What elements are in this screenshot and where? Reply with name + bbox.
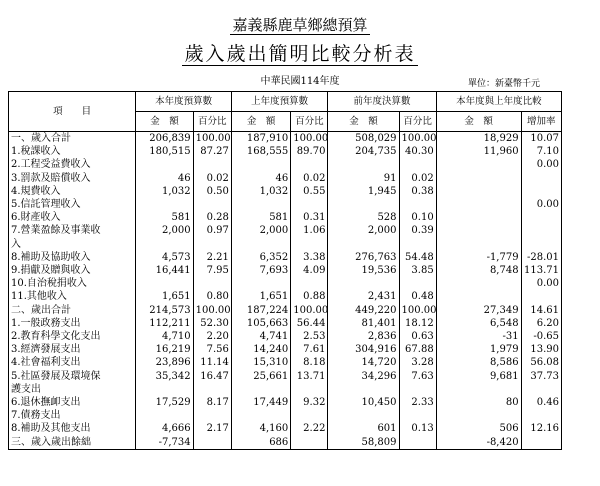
table-row: [9, 238, 562, 251]
cell-f-amt: 2,000: [328, 224, 399, 237]
cell-f-pct: 0.13: [399, 422, 436, 435]
cell-d-amt: 18,929: [436, 132, 521, 146]
cell-c-amt: 46: [136, 172, 193, 185]
cell-d-amt: 8,586: [436, 356, 521, 369]
cell-d-pct: 12.16: [521, 422, 561, 435]
cell-f-pct: 18.12: [399, 317, 436, 330]
cell-f-pct: 2.33: [399, 396, 436, 409]
cell-d-pct: [521, 172, 561, 185]
row-label: 護支出: [9, 383, 136, 396]
header-item: 項 目: [9, 92, 136, 132]
cell-d-pct: 10.07: [521, 132, 561, 146]
header-previous-budget: 上年度預算數: [231, 92, 328, 112]
cell-p-amt: 14,240: [231, 343, 290, 356]
table-row: [9, 132, 562, 146]
cell-p-pct: [291, 158, 328, 171]
cell-c-amt: [136, 238, 193, 251]
cell-p-pct: [291, 436, 328, 450]
cell-c-amt: 4,666: [136, 422, 193, 435]
row-label: 7.營業盈餘及事業收: [9, 224, 136, 237]
cell-f-pct: 0.10: [399, 211, 436, 224]
cell-p-amt: [231, 158, 290, 171]
cell-p-amt: 1,032: [231, 185, 290, 198]
cell-f-amt: 1,945: [328, 185, 399, 198]
cell-d-pct: 0.46: [521, 396, 561, 409]
header-previous-amount: 金 額: [231, 112, 290, 132]
comparison-table: [8, 91, 562, 450]
header-current-budget: 本年度預算數: [136, 92, 232, 112]
cell-f-pct: 100.00: [399, 304, 436, 317]
table-row: [9, 185, 562, 198]
cell-f-pct: 0.63: [399, 330, 436, 343]
cell-f-amt: 10,450: [328, 396, 399, 409]
cell-p-amt: 25,661: [231, 370, 290, 383]
cell-f-amt: 304,916: [328, 343, 399, 356]
cell-c-pct: 0.50: [193, 185, 231, 198]
cell-p-pct: [291, 198, 328, 211]
table-row: [9, 330, 562, 343]
cell-c-amt: 180,515: [136, 145, 193, 158]
cell-f-amt: 91: [328, 172, 399, 185]
cell-f-pct: 40.30: [399, 145, 436, 158]
cell-d-amt: [436, 383, 521, 396]
cell-f-amt: 19,536: [328, 264, 399, 277]
cell-p-amt: 15,310: [231, 356, 290, 369]
table-row: [9, 158, 562, 171]
table-row: [9, 396, 562, 409]
cell-c-pct: 0.28: [193, 211, 231, 224]
cell-f-pct: 0.48: [399, 290, 436, 303]
cell-p-pct: 1.06: [291, 224, 328, 237]
cell-p-pct: [291, 383, 328, 396]
cell-c-amt: 214,573: [136, 304, 193, 317]
table-title: 歲入歲出簡明比較分析表: [184, 43, 416, 65]
cell-p-amt: 17,449: [231, 396, 290, 409]
cell-c-amt: 2,000: [136, 224, 193, 237]
cell-c-pct: 16.47: [193, 370, 231, 383]
cell-p-amt: 2,000: [231, 224, 290, 237]
cell-p-pct: 9.32: [291, 396, 328, 409]
table-row: [9, 172, 562, 185]
cell-f-pct: 0.39: [399, 224, 436, 237]
cell-c-pct: 100.00: [193, 132, 231, 146]
cell-p-pct: 100.00: [291, 132, 328, 146]
cell-d-pct: [521, 409, 561, 422]
header-current-amount: 金 額: [136, 112, 193, 132]
cell-p-amt: [231, 383, 290, 396]
table-row: [9, 145, 562, 158]
row-label: 3.罰款及賠償收入: [9, 172, 136, 185]
cell-p-amt: [231, 238, 290, 251]
cell-c-pct: 0.97: [193, 224, 231, 237]
cell-p-pct: 13.71: [291, 370, 328, 383]
cell-p-pct: 56.44: [291, 317, 328, 330]
cell-c-amt: 206,839: [136, 132, 193, 146]
cell-d-pct: 37.73: [521, 370, 561, 383]
cell-p-pct: 4.09: [291, 264, 328, 277]
cell-d-pct: -28.01: [521, 251, 561, 264]
cell-f-amt: 14,720: [328, 356, 399, 369]
cell-d-pct: [521, 290, 561, 303]
cell-f-amt: 601: [328, 422, 399, 435]
cell-c-amt: [136, 383, 193, 396]
cell-p-amt: 6,352: [231, 251, 290, 264]
row-label: 5.信託管理收入: [9, 198, 136, 211]
cell-f-amt: [328, 158, 399, 171]
cell-f-pct: [399, 277, 436, 290]
cell-d-amt: -8,420: [436, 436, 521, 450]
cell-c-amt: 112,211: [136, 317, 193, 330]
row-label: 8.補助及其他支出: [9, 422, 136, 435]
cell-c-pct: 100.00: [193, 304, 231, 317]
cell-f-amt: 508,029: [328, 132, 399, 146]
cell-c-amt: 4,573: [136, 251, 193, 264]
row-label: 8.補助及協助收入: [9, 251, 136, 264]
row-label: 4.社會福利支出: [9, 356, 136, 369]
cell-c-amt: 23,896: [136, 356, 193, 369]
cell-c-pct: 7.56: [193, 343, 231, 356]
cell-d-amt: [436, 158, 521, 171]
cell-d-amt: [436, 224, 521, 237]
row-label: 3.經濟發展支出: [9, 343, 136, 356]
table-row: [9, 211, 562, 224]
cell-d-amt: [436, 172, 521, 185]
cell-d-amt: -31: [436, 330, 521, 343]
cell-c-amt: -7,734: [136, 436, 193, 450]
row-label: 1.一般政務支出: [9, 317, 136, 330]
cell-f-amt: 34,296: [328, 370, 399, 383]
cell-c-pct: 8.17: [193, 396, 231, 409]
cell-d-amt: [436, 277, 521, 290]
table-row: [9, 198, 562, 211]
cell-f-amt: [328, 198, 399, 211]
cell-p-amt: 7,693: [231, 264, 290, 277]
table-row: [9, 356, 562, 369]
cell-p-amt: 187,910: [231, 132, 290, 146]
cell-f-pct: 0.38: [399, 185, 436, 198]
fiscal-year: 中華民國114年度: [260, 76, 340, 87]
cell-d-amt: 1,979: [436, 343, 521, 356]
cell-f-amt: 449,220: [328, 304, 399, 317]
row-label: 11.其他收入: [9, 290, 136, 303]
cell-p-pct: 0.55: [291, 185, 328, 198]
cell-d-pct: [521, 224, 561, 237]
cell-f-pct: [399, 198, 436, 211]
cell-f-amt: 276,763: [328, 251, 399, 264]
cell-d-amt: [436, 409, 521, 422]
header-previous-percent: 百分比: [291, 112, 328, 132]
cell-c-amt: [136, 277, 193, 290]
table-row: [9, 251, 562, 264]
cell-d-amt: 80: [436, 396, 521, 409]
table-row: [9, 436, 562, 450]
cell-c-amt: 1,032: [136, 185, 193, 198]
cell-f-amt: [328, 409, 399, 422]
cell-p-amt: [231, 409, 290, 422]
cell-d-amt: [436, 198, 521, 211]
header-compare-amount: 金 額: [436, 112, 521, 132]
cell-c-pct: 7.95: [193, 264, 231, 277]
cell-c-amt: 16,219: [136, 343, 193, 356]
table-row: [9, 343, 562, 356]
cell-f-pct: [399, 238, 436, 251]
cell-c-amt: 581: [136, 211, 193, 224]
cell-c-pct: 2.21: [193, 251, 231, 264]
header-final-accounts: 前年度決算數: [328, 92, 436, 112]
cell-d-amt: [436, 211, 521, 224]
cell-d-amt: 11,960: [436, 145, 521, 158]
row-label: 2.工程受益費收入: [9, 158, 136, 171]
cell-d-pct: [521, 436, 561, 450]
cell-c-pct: 11.14: [193, 356, 231, 369]
cell-c-pct: 52.30: [193, 317, 231, 330]
cell-p-amt: 581: [231, 211, 290, 224]
cell-c-pct: 0.02: [193, 172, 231, 185]
table-row: [9, 224, 562, 237]
cell-d-pct: 0.00: [521, 198, 561, 211]
cell-c-amt: 4,710: [136, 330, 193, 343]
cell-f-amt: 81,401: [328, 317, 399, 330]
cell-d-pct: 0.00: [521, 277, 561, 290]
row-label: 5.社區發展及環境保: [9, 370, 136, 383]
cell-p-amt: 187,224: [231, 304, 290, 317]
cell-p-amt: 105,663: [231, 317, 290, 330]
table-row: [9, 290, 562, 303]
cell-p-amt: 4,160: [231, 422, 290, 435]
cell-d-amt: 6,548: [436, 317, 521, 330]
cell-f-amt: 58,809: [328, 436, 399, 450]
cell-c-pct: [193, 198, 231, 211]
cell-p-amt: [231, 198, 290, 211]
cell-p-pct: [291, 409, 328, 422]
cell-p-pct: 0.88: [291, 290, 328, 303]
cell-f-amt: 528: [328, 211, 399, 224]
cell-p-amt: 46: [231, 172, 290, 185]
cell-d-amt: 9,681: [436, 370, 521, 383]
cell-d-pct: -0.65: [521, 330, 561, 343]
cell-p-pct: 89.70: [291, 145, 328, 158]
cell-c-amt: 17,529: [136, 396, 193, 409]
row-label: 一、歲入合計: [9, 132, 136, 146]
cell-f-amt: [328, 383, 399, 396]
cell-c-amt: [136, 409, 193, 422]
table-row: [9, 317, 562, 330]
cell-p-pct: 8.18: [291, 356, 328, 369]
cell-c-pct: 2.20: [193, 330, 231, 343]
cell-d-amt: [436, 290, 521, 303]
cell-c-pct: [193, 436, 231, 450]
cell-c-pct: [193, 409, 231, 422]
cell-p-pct: [291, 238, 328, 251]
cell-d-pct: 6.20: [521, 317, 561, 330]
cell-d-amt: 27,349: [436, 304, 521, 317]
cell-c-pct: 2.17: [193, 422, 231, 435]
unit-label: 單位：新臺幣千元: [467, 79, 540, 89]
table-row: [9, 370, 562, 383]
row-label: 入: [9, 238, 136, 251]
cell-p-pct: 0.02: [291, 172, 328, 185]
cell-f-amt: [328, 277, 399, 290]
cell-d-pct: [521, 238, 561, 251]
cell-d-amt: [436, 238, 521, 251]
cell-p-pct: 100.00: [291, 304, 328, 317]
cell-f-pct: 7.63: [399, 370, 436, 383]
cell-p-amt: 1,651: [231, 290, 290, 303]
cell-f-pct: 54.48: [399, 251, 436, 264]
cell-c-pct: [193, 238, 231, 251]
org-title: 嘉義縣鹿草鄉總預算: [232, 16, 368, 34]
cell-f-pct: [399, 409, 436, 422]
cell-f-pct: 3.85: [399, 264, 436, 277]
cell-f-pct: 3.28: [399, 356, 436, 369]
cell-f-amt: 2,836: [328, 330, 399, 343]
cell-f-pct: [399, 383, 436, 396]
row-label: 9.捐獻及贈與收入: [9, 264, 136, 277]
cell-d-pct: 14.61: [521, 304, 561, 317]
cell-d-pct: 113.71: [521, 264, 561, 277]
cell-p-amt: [231, 277, 290, 290]
table-row: [9, 264, 562, 277]
cell-p-pct: 2.22: [291, 422, 328, 435]
cell-d-pct: 13.90: [521, 343, 561, 356]
cell-c-amt: 1,651: [136, 290, 193, 303]
cell-p-amt: 168,555: [231, 145, 290, 158]
header-increase-rate: 增加率: [521, 112, 561, 132]
cell-c-amt: [136, 158, 193, 171]
cell-c-pct: [193, 277, 231, 290]
row-label: 4.規費收入: [9, 185, 136, 198]
cell-d-pct: 56.08: [521, 356, 561, 369]
table-row: [9, 409, 562, 422]
cell-f-amt: [328, 238, 399, 251]
cell-c-pct: 0.80: [193, 290, 231, 303]
cell-d-amt: 8,748: [436, 264, 521, 277]
cell-c-amt: [136, 198, 193, 211]
cell-f-amt: 2,431: [328, 290, 399, 303]
row-label: 10.自治稅捐收入: [9, 277, 136, 290]
cell-p-amt: 686: [231, 436, 290, 450]
cell-f-amt: 204,735: [328, 145, 399, 158]
cell-c-pct: [193, 383, 231, 396]
cell-c-amt: 16,441: [136, 264, 193, 277]
table-row: [9, 304, 562, 317]
header-final-amount: 金 額: [328, 112, 399, 132]
row-label: 1.稅課收入: [9, 145, 136, 158]
cell-c-amt: 35,342: [136, 370, 193, 383]
cell-d-pct: [521, 383, 561, 396]
cell-f-pct: 0.02: [399, 172, 436, 185]
cell-d-pct: [521, 211, 561, 224]
cell-d-amt: [436, 185, 521, 198]
header-current-percent: 百分比: [193, 112, 231, 132]
cell-p-pct: 3.38: [291, 251, 328, 264]
header-comparison: 本年度與上年度比較: [436, 92, 561, 112]
cell-d-pct: 7.10: [521, 145, 561, 158]
row-label: 三、歲入歲出餘絀: [9, 436, 136, 450]
cell-f-pct: 100.00: [399, 132, 436, 146]
table-row: [9, 422, 562, 435]
row-label: 2.教育科學文化支出: [9, 330, 136, 343]
cell-f-pct: [399, 436, 436, 450]
row-label: 6.財產收入: [9, 211, 136, 224]
header-final-percent: 百分比: [399, 112, 436, 132]
row-label: 二、歲出合計: [9, 304, 136, 317]
cell-f-pct: [399, 158, 436, 171]
cell-p-amt: 4,741: [231, 330, 290, 343]
cell-p-pct: 2.53: [291, 330, 328, 343]
cell-c-pct: [193, 158, 231, 171]
row-label: 7.債務支出: [9, 409, 136, 422]
cell-p-pct: [291, 277, 328, 290]
row-label: 6.退休撫卹支出: [9, 396, 136, 409]
cell-d-pct: 0.00: [521, 158, 561, 171]
cell-p-pct: 0.31: [291, 211, 328, 224]
cell-p-pct: 7.61: [291, 343, 328, 356]
cell-f-pct: 67.88: [399, 343, 436, 356]
cell-d-amt: 506: [436, 422, 521, 435]
table-row: [9, 277, 562, 290]
cell-d-amt: -1,779: [436, 251, 521, 264]
cell-d-pct: [521, 185, 561, 198]
table-row: [9, 383, 562, 396]
cell-c-pct: 87.27: [193, 145, 231, 158]
